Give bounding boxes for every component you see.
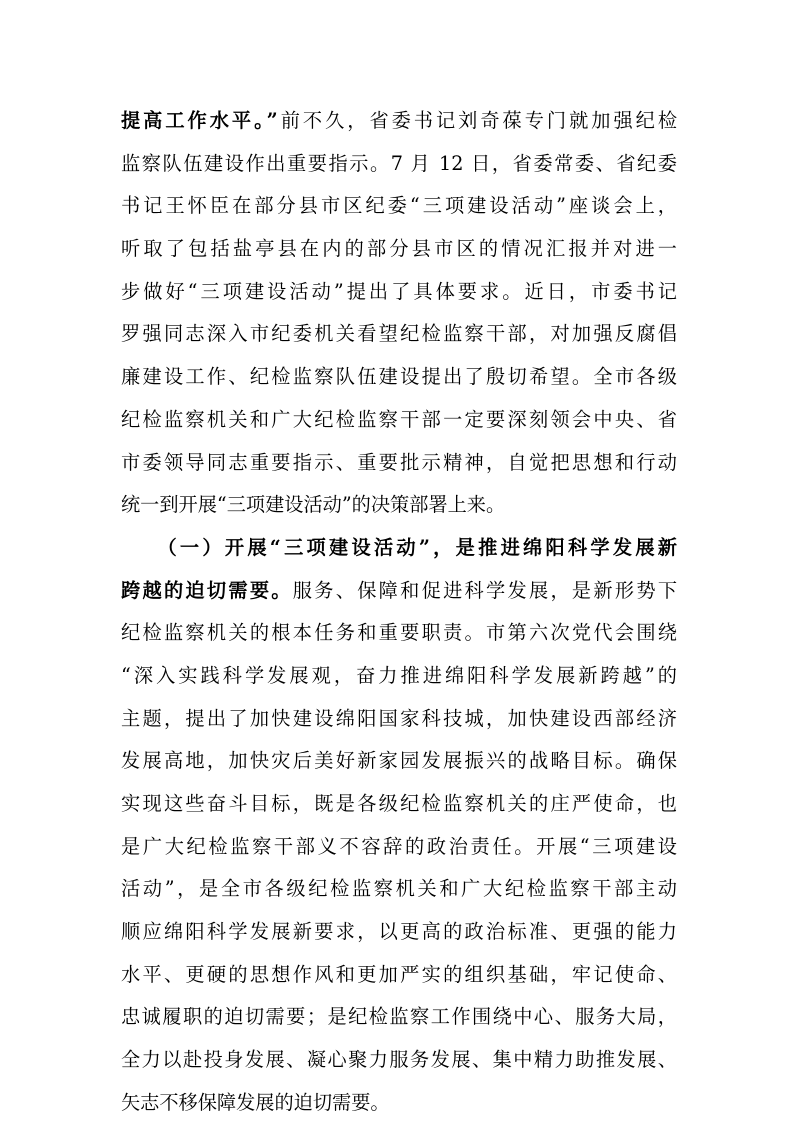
text-segment: 是广大纪检监察干部义不容辞的政治责任。开展“三项建设 bbox=[121, 834, 677, 858]
text-line bbox=[121, 655, 677, 698]
text-line bbox=[121, 868, 677, 911]
text-line bbox=[121, 612, 677, 655]
text-line bbox=[121, 271, 677, 314]
text-line bbox=[121, 826, 677, 869]
text-line bbox=[121, 783, 677, 826]
text-line bbox=[121, 698, 677, 741]
text-segment: 统一到开展“三项建设活动”的决策部署上来。 bbox=[121, 493, 506, 517]
text-segment: 听取了包括盐亭县在内的部分县市区的情况汇报并对进一 bbox=[121, 237, 677, 261]
bold-text-segment: 提高工作水平。” bbox=[121, 109, 278, 132]
text-segment: “深入实践科学发展观，奋力推进绵阳科学发展新跨越”的 bbox=[121, 663, 677, 687]
text-line bbox=[121, 185, 677, 228]
text-line bbox=[121, 442, 677, 485]
text-line bbox=[121, 911, 677, 954]
text-segment: 全力以赴投身发展、凝心聚力服务发展、集中精力助推发展、 bbox=[121, 1048, 677, 1072]
text-segment: 书记王怀臣在部分县市区纪委“三项建设活动”座谈会上， bbox=[121, 194, 677, 218]
text-segment: 前不久，省委书记刘奇葆专门就加强纪检 bbox=[277, 109, 677, 132]
text-segment: 实现这些奋斗目标，既是各级纪检监察机关的庄严使命，也 bbox=[121, 792, 677, 815]
text-segment: 主题，提出了加快建设绵阳国家科技城，加快建设西部经济 bbox=[121, 706, 677, 730]
bold-text-segment: （一）开展“三项建设活动”，是推进绵阳科学发展新 bbox=[157, 535, 677, 559]
body-text bbox=[121, 100, 677, 1125]
text-segment: 服务、保障和促进科学发展，是新形势下 bbox=[292, 578, 677, 602]
text-line bbox=[121, 996, 677, 1039]
text-line bbox=[121, 527, 677, 570]
text-segment: 忠诚履职的迫切需要；是纪检监察工作围绕中心、服务大局， bbox=[121, 1005, 677, 1029]
text-segment: 市委领导同志重要指示、重要批示精神，自觉把思想和行动 bbox=[121, 450, 677, 474]
text-line bbox=[121, 1039, 677, 1082]
text-segment: 矢志不移保障发展的迫切需要。 bbox=[121, 1090, 390, 1114]
text-line bbox=[121, 484, 677, 527]
text-line bbox=[121, 100, 677, 143]
text-segment: 罗强同志深入市纪委机关看望纪检监察干部，对加强反腐倡 bbox=[121, 322, 677, 346]
bold-text-segment: 跨越的迫切需要。 bbox=[121, 578, 293, 602]
text-segment: 纪检监察机关和广大纪检监察干部一定要深刻领会中央、省 bbox=[121, 407, 677, 431]
text-segment: 发展高地，加快灾后美好新家园发展振兴的战略目标。确保 bbox=[121, 749, 677, 773]
text-segment: 活动”，是全市各级纪检监察机关和广大纪检监察干部主动 bbox=[121, 877, 677, 901]
text-segment: 步做好“三项建设活动”提出了具体要求。近日，市委书记 bbox=[121, 279, 677, 303]
text-segment: 顺应绵阳科学发展新要求，以更高的政治标准、更强的能力 bbox=[121, 920, 677, 944]
text-line bbox=[121, 954, 677, 997]
text-line bbox=[121, 143, 677, 186]
text-line bbox=[121, 356, 677, 399]
text-segment: 监察队伍建设作出重要指示。7 月 12 日，省委常委、省纪委 bbox=[121, 151, 677, 175]
text-line bbox=[121, 570, 677, 613]
text-line bbox=[121, 313, 677, 356]
text-line bbox=[121, 740, 677, 783]
text-line bbox=[121, 399, 677, 442]
text-segment: 纪检监察机关的根本任务和重要职责。市第六次党代会围绕 bbox=[121, 621, 677, 645]
text-segment: 水平、更硬的思想作风和更加严实的组织基础，牢记使命、 bbox=[121, 962, 677, 986]
text-segment: 廉建设工作、纪检监察队伍建设提出了殷切希望。全市各级 bbox=[121, 365, 677, 389]
text-line bbox=[121, 228, 677, 271]
text-line bbox=[121, 1082, 677, 1125]
